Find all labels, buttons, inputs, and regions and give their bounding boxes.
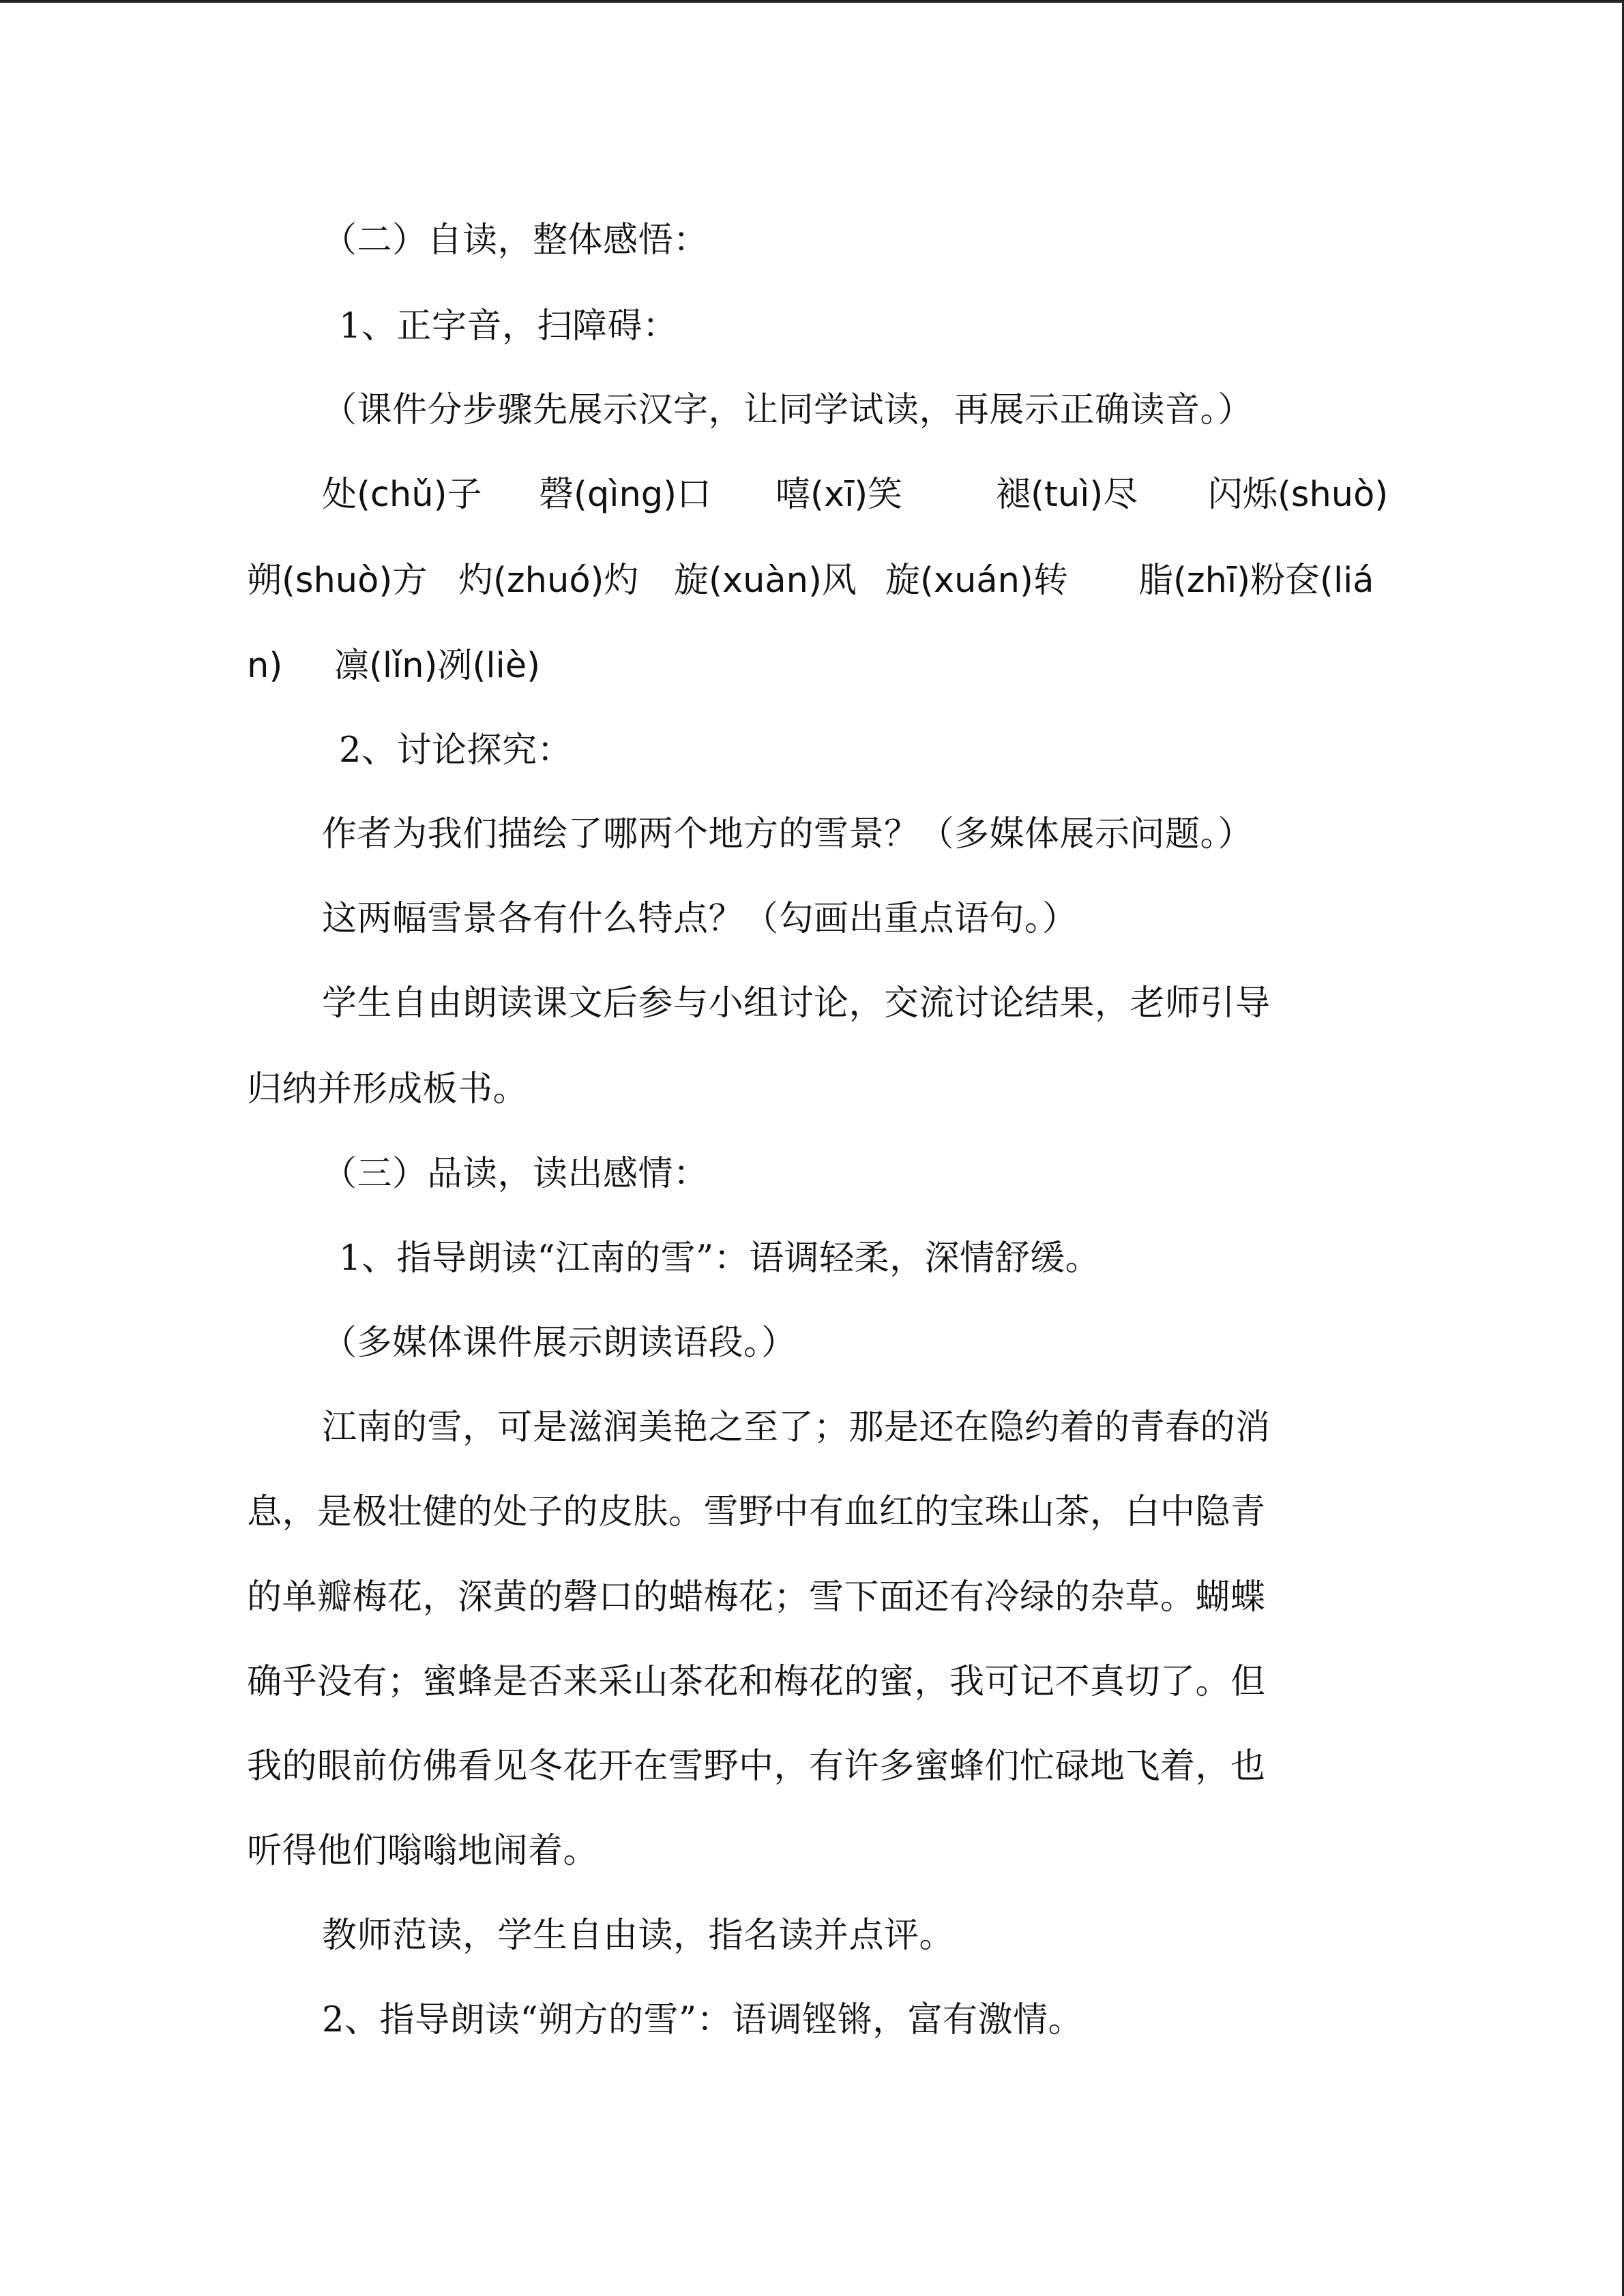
passage-line-2: 息，是极壮健的处子的皮肤。雪野中有血红的宝珠山茶，白中隐青 [247,1492,1266,1532]
pinyin-word-zhifen-lian: 脂(zhī)粉奁(liá [1138,561,1374,601]
pinyin-word-zhuozhuo: 灼(zhuó)灼 [458,561,639,601]
list-item-discussion: 2、讨论探究： [339,730,572,771]
pinyin-word-lian-end: n) [247,646,283,686]
reading-guidance-jiangnan: 1、指导朗读“江南的雪”：语调轻柔，深情舒缓。 [339,1238,1101,1279]
pinyin-word-linlie: 凛(lǐn)冽(liè) [334,646,540,686]
passage-line-3: 的单瓣梅花，深黄的磬口的蜡梅花；雪下面还有冷绿的杂草。蝴蝶 [247,1577,1266,1617]
pinyin-word-shuofang: 朔(shuò)方 [247,561,428,601]
passage-line-4: 确乎没有；蜜蜂是否来采山茶花和梅花的蜜，我可记不真切了。但 [247,1662,1266,1702]
section-heading-self-reading: （二）自读，整体感悟： [322,220,709,260]
pinyin-word-xuanzhuan: 旋(xuán)转 [885,561,1068,601]
pinyin-word-xixiao: 嘻(xī)笑 [776,475,903,515]
pinyin-word-qingkou: 磬(qìng)口 [539,475,712,515]
passage-line-1: 江南的雪，可是滋润美艳之至了；那是还在隐约着的青春的消 [322,1407,1271,1448]
discussion-paragraph-line-1: 学生自由朗读课文后参与小组讨论，交流讨论结果，老师引导 [322,983,1271,1024]
reading-guidance-shuofang: 2、指导朗读“朔方的雪”：语调铿锵，富有激情。 [322,2000,1084,2040]
pinyin-word-tuijin: 褪(tuì)尽 [996,475,1138,515]
discussion-question-1: 作者为我们描绘了哪两个地方的雪景？（多媒体展示问题。） [322,814,1254,854]
teacher-reading-note: 教师范读，学生自由读，指名读并点评。 [322,1915,955,1956]
section-heading-emotional-reading: （三）品读，读出感情： [322,1154,709,1194]
pinyin-word-chuzi: 处(chǔ)子 [322,475,482,515]
passage-line-6: 听得他们嗡嗡地闹着。 [247,1831,599,1871]
courseware-note: （课件分步骤先展示汉字，让同学试读，再展示正确读音。） [322,390,1254,430]
passage-line-5: 我的眼前仿佛看见冬花开在雪野中，有许多蜜蜂们忙碌地飞着，也 [247,1746,1266,1787]
discussion-paragraph-line-2: 归纳并形成板书。 [247,1069,529,1109]
multimedia-reading-note: （多媒体课件展示朗读语段。） [322,1323,797,1363]
pinyin-word-shanshuo: 闪烁(shuò) [1208,475,1389,515]
list-item-pronunciation: 1、正字音，扫障碍： [339,306,678,346]
pinyin-word-xuanfeng: 旋(xuàn)风 [674,561,857,601]
discussion-question-2: 这两幅雪景各有什么特点？（勾画出重点语句。） [322,899,1078,939]
